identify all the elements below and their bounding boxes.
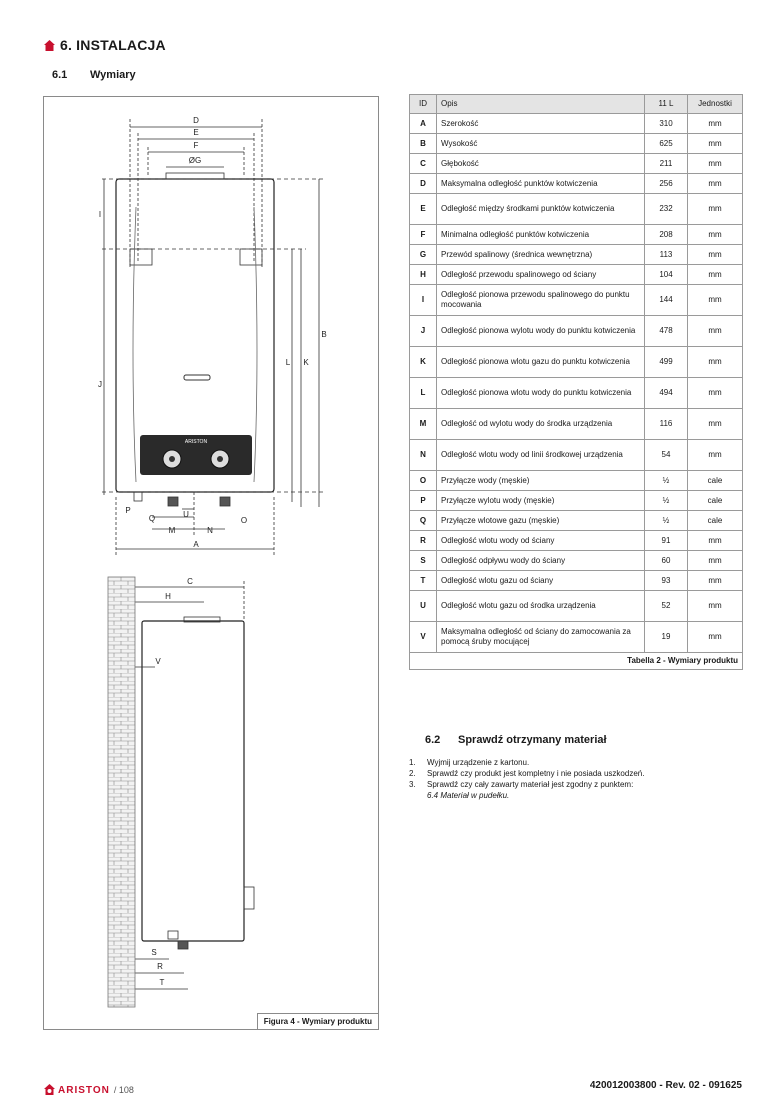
- table-row: [410, 571, 743, 591]
- label-C: C: [187, 577, 193, 586]
- cell-id: P: [410, 491, 437, 511]
- cell-desc: Odległość przewodu spalinowego od ściany: [437, 265, 645, 285]
- figure-caption: Figura 4 - Wymiary produktu: [257, 1013, 379, 1030]
- label-P: P: [125, 506, 131, 515]
- cell-value: 211: [645, 154, 688, 174]
- table-row: [410, 511, 743, 531]
- cell-unit: mm: [688, 551, 743, 571]
- panel-brand: ARISTON: [184, 439, 208, 445]
- table-row: [410, 245, 743, 265]
- cell-desc: Odległość między środkami punktów kotwiczenia: [437, 194, 645, 225]
- cell-value: 93: [645, 571, 688, 591]
- cell-value: 256: [645, 174, 688, 194]
- cell-desc: Przyłącze wody (męskie): [437, 471, 645, 491]
- steps-list: [409, 757, 644, 801]
- table-row: [410, 622, 743, 653]
- subsection-61-text: Wymiary: [90, 69, 136, 81]
- cell-id: V: [410, 622, 437, 653]
- table-row: [410, 316, 743, 347]
- cell-desc: Szerokość: [437, 114, 645, 134]
- cell-unit: mm: [688, 134, 743, 154]
- label-U: U: [183, 510, 189, 519]
- label-K: K: [303, 358, 309, 367]
- table-row: [410, 471, 743, 491]
- step-text: Sprawdź czy cały zawarty materiał jest zgodny z punktem:: [427, 780, 634, 789]
- cell-value: ½: [645, 491, 688, 511]
- label-M: M: [168, 526, 176, 535]
- cell-value: 54: [645, 440, 688, 471]
- table-row: [410, 194, 743, 225]
- cell-unit: mm: [688, 347, 743, 378]
- step-text: Wyjmij urządzenie z kartonu.: [427, 758, 530, 767]
- table-row: [410, 285, 743, 316]
- cell-id: M: [410, 409, 437, 440]
- cell-unit: cale: [688, 491, 743, 511]
- cell-value: 116: [645, 409, 688, 440]
- table-row: [410, 551, 743, 571]
- subsection-61-title: [52, 69, 136, 81]
- cell-desc: Głębokość: [437, 154, 645, 174]
- cell-id: S: [410, 551, 437, 571]
- cell-value: 499: [645, 347, 688, 378]
- table-header-row: [410, 95, 743, 114]
- cell-id: L: [410, 378, 437, 409]
- cell-desc: Wysokość: [437, 134, 645, 154]
- cell-id: E: [410, 194, 437, 225]
- step-number: 1.: [409, 758, 416, 767]
- label-F: F: [193, 141, 199, 150]
- cell-unit: mm: [688, 571, 743, 591]
- table-row: [410, 409, 743, 440]
- cell-desc: Odległość od wylotu wody do środka urządzenia: [437, 409, 645, 440]
- table-caption: Tabella 2 - Wymiary produktu: [410, 653, 743, 670]
- cell-unit: mm: [688, 316, 743, 347]
- cell-id: T: [410, 571, 437, 591]
- cell-desc: Odległość wlotu wody od linii środkowej urządzenia: [437, 440, 645, 471]
- cell-value: 113: [645, 245, 688, 265]
- cell-unit: mm: [688, 114, 743, 134]
- cell-id: A: [410, 114, 437, 134]
- subsection-62-text: Sprawdź otrzymany materiał: [458, 734, 607, 746]
- label-G: ØG: [188, 156, 202, 165]
- dimensions-table: [409, 94, 743, 670]
- cell-desc: Odległość odpływu wody do ściany: [437, 551, 645, 571]
- cell-value: 19: [645, 622, 688, 653]
- cell-id: O: [410, 471, 437, 491]
- cell-unit: mm: [688, 174, 743, 194]
- label-T: T: [159, 978, 165, 987]
- cell-id: U: [410, 591, 437, 622]
- cell-desc: Odległość wlotu wody od ściany: [437, 531, 645, 551]
- document-revision: 420012003800 - Rev. 02 - 091625: [589, 1080, 742, 1091]
- table-row: [410, 531, 743, 551]
- label-E: E: [193, 128, 199, 137]
- step-reference: 6.4 Materiał w pudełku.: [427, 791, 510, 800]
- footer-brand: [44, 1082, 134, 1096]
- cell-value: ½: [645, 511, 688, 531]
- figure-box: [43, 96, 379, 1030]
- step-number: 2.: [409, 769, 416, 778]
- cell-unit: mm: [688, 409, 743, 440]
- cell-value: 60: [645, 551, 688, 571]
- ariston-logo-icon: [44, 1084, 55, 1095]
- label-I: I: [98, 210, 102, 219]
- step-text: Sprawdź czy produkt jest kompletny i nie posiada uszkodzeń.: [427, 769, 645, 778]
- label-V: V: [155, 657, 161, 666]
- cell-value: 625: [645, 134, 688, 154]
- header-capacity: 11 L: [645, 95, 688, 114]
- label-L: L: [285, 358, 291, 367]
- cell-unit: mm: [688, 225, 743, 245]
- table-row: [410, 114, 743, 134]
- label-R: R: [157, 962, 163, 971]
- cell-id: J: [410, 316, 437, 347]
- page-number: / 108: [113, 1085, 134, 1095]
- cell-desc: Maksymalna odległość od ściany do zamocowania za pomocą śruby mocującej: [437, 622, 645, 653]
- subsection-62-number: 6.2: [425, 734, 441, 746]
- footer-brand-text: ARISTON: [58, 1085, 110, 1096]
- list-item: [409, 757, 644, 768]
- house-icon: [44, 40, 55, 51]
- table-row: [410, 134, 743, 154]
- cell-id: N: [410, 440, 437, 471]
- cell-desc: Odległość pionowa wylotu wody do punktu kotwiczenia: [437, 316, 645, 347]
- label-H: H: [165, 592, 171, 601]
- cell-value: 104: [645, 265, 688, 285]
- table-row: [410, 491, 743, 511]
- cell-unit: cale: [688, 511, 743, 531]
- cell-id: F: [410, 225, 437, 245]
- cell-value: 310: [645, 114, 688, 134]
- cell-id: G: [410, 245, 437, 265]
- table-row: [410, 174, 743, 194]
- header-id: ID: [410, 95, 437, 114]
- table-row: [410, 225, 743, 245]
- label-J: J: [98, 380, 102, 389]
- label-N: N: [207, 526, 213, 535]
- cell-value: 52: [645, 591, 688, 622]
- cell-unit: mm: [688, 440, 743, 471]
- cell-unit: mm: [688, 285, 743, 316]
- cell-id: Q: [410, 511, 437, 531]
- label-B: B: [321, 330, 327, 339]
- label-D: D: [193, 116, 199, 125]
- subsection-62-title: [425, 734, 607, 746]
- cell-desc: Maksymalna odległość punktów kotwiczenia: [437, 174, 645, 194]
- cell-unit: mm: [688, 245, 743, 265]
- table-row: [410, 440, 743, 471]
- list-item: [409, 768, 644, 779]
- table-row: [410, 154, 743, 174]
- cell-desc: Przyłącze wylotu wody (męskie): [437, 491, 645, 511]
- cell-unit: mm: [688, 265, 743, 285]
- table-row: [410, 347, 743, 378]
- cell-value: 144: [645, 285, 688, 316]
- cell-desc: Odległość wlotu gazu od środka urządzenia: [437, 591, 645, 622]
- cell-id: I: [410, 285, 437, 316]
- header-unit: Jednostki: [688, 95, 743, 114]
- label-Q: Q: [148, 514, 156, 523]
- header-desc: Opis: [437, 95, 645, 114]
- cell-id: R: [410, 531, 437, 551]
- cell-id: C: [410, 154, 437, 174]
- cell-value: 208: [645, 225, 688, 245]
- label-A: A: [193, 540, 199, 549]
- cell-value: ½: [645, 471, 688, 491]
- cell-desc: Odległość wlotu gazu od ściany: [437, 571, 645, 591]
- section-title: [44, 37, 166, 53]
- table-caption-row: [410, 653, 743, 670]
- subsection-61-number: 6.1: [52, 69, 68, 81]
- table-row: [410, 591, 743, 622]
- cell-id: D: [410, 174, 437, 194]
- cell-unit: mm: [688, 591, 743, 622]
- cell-unit: mm: [688, 531, 743, 551]
- table-row: [410, 378, 743, 409]
- cell-desc: Przyłącze wlotowe gazu (męskie): [437, 511, 645, 531]
- cell-unit: mm: [688, 194, 743, 225]
- cell-id: B: [410, 134, 437, 154]
- cell-unit: mm: [688, 622, 743, 653]
- step-number: 3.: [409, 780, 416, 789]
- list-item: [409, 779, 644, 801]
- cell-desc: Odległość pionowa wlotu wody do punktu kotwiczenia: [437, 378, 645, 409]
- label-S: S: [151, 948, 157, 957]
- section-title-text: 6. INSTALACJA: [60, 37, 166, 53]
- cell-desc: Odległość pionowa przewodu spalinowego do punktu mocowania: [437, 285, 645, 316]
- cell-id: K: [410, 347, 437, 378]
- cell-value: 494: [645, 378, 688, 409]
- cell-desc: Przewód spalinowy (średnica wewnętrzna): [437, 245, 645, 265]
- cell-value: 478: [645, 316, 688, 347]
- cell-desc: Minimalna odległość punktów kotwiczenia: [437, 225, 645, 245]
- cell-unit: cale: [688, 471, 743, 491]
- cell-unit: mm: [688, 154, 743, 174]
- cell-desc: Odległość pionowa wlotu gazu do punktu kotwiczenia: [437, 347, 645, 378]
- cell-value: 91: [645, 531, 688, 551]
- label-O: O: [240, 516, 248, 525]
- cell-unit: mm: [688, 378, 743, 409]
- cell-value: 232: [645, 194, 688, 225]
- cell-id: H: [410, 265, 437, 285]
- dimension-drawing: [44, 97, 378, 1011]
- table-row: [410, 265, 743, 285]
